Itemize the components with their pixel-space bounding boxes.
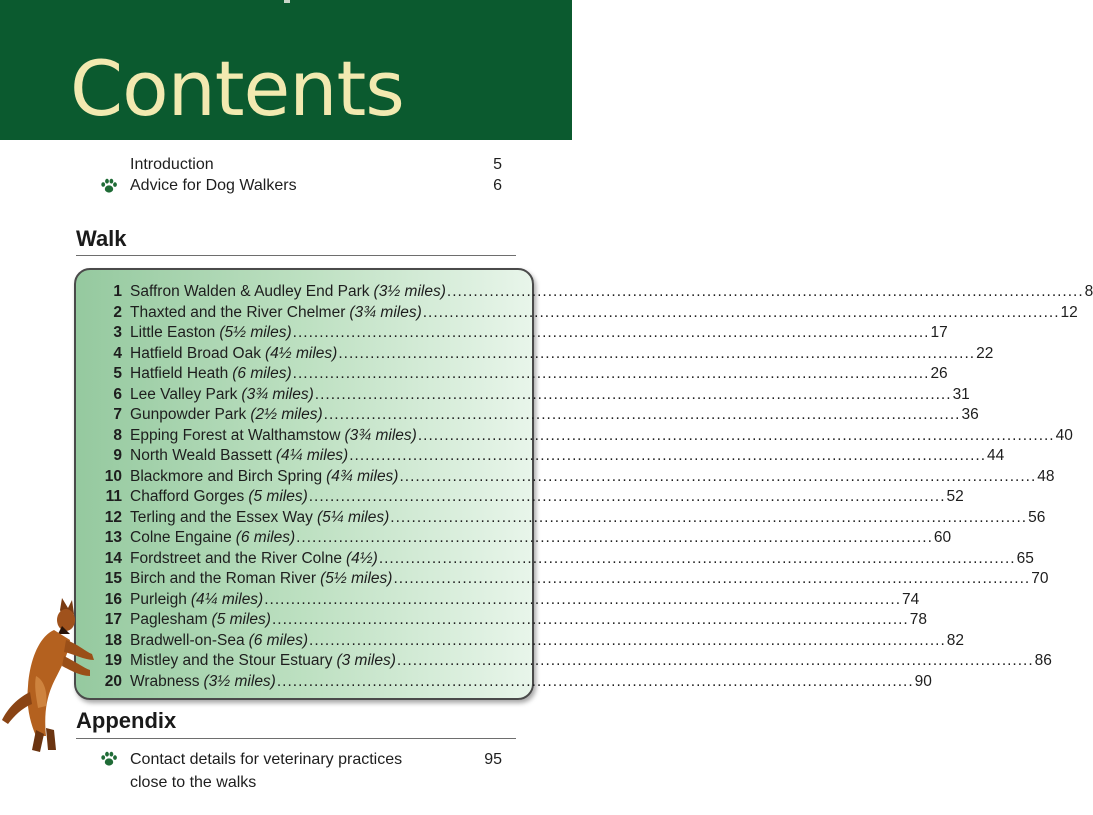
dot-leader: ........................................................................................................................ [378, 549, 1016, 567]
walk-row[interactable] [92, 487, 964, 508]
walk-page-number: 65 [1016, 549, 1034, 567]
walk-page-number: 17 [930, 324, 948, 341]
walk-number: 18 [104, 631, 122, 649]
walk-section-divider [76, 255, 516, 256]
dot-leader: ........................................................................................................................ [417, 426, 1055, 444]
walk-name: Birch and the Roman River [130, 570, 317, 587]
crop-mark [284, 0, 290, 3]
walk-name: Colne Engaine [130, 529, 232, 546]
dot-leader: ........................................................................................................................ [271, 611, 909, 628]
dot-leader: ........................................................................................................................ [338, 344, 976, 362]
walk-page-number: 26 [930, 365, 948, 382]
toc-intro-row[interactable] [100, 154, 510, 176]
walk-number: 17 [104, 611, 122, 628]
paw-print-icon [100, 751, 118, 767]
walk-number: 3 [113, 324, 122, 341]
dot-leader: ........................................................................................................................ [292, 365, 930, 382]
walk-distance: (4¾ miles) [326, 467, 399, 485]
page-title: Contents [70, 44, 404, 133]
walk-number: 20 [104, 672, 122, 690]
walk-number: 10 [104, 467, 122, 485]
dot-leader: ........................................................................................................................ [264, 590, 902, 608]
header-banner [0, 0, 572, 140]
walk-distance: (3½ miles) [373, 283, 446, 300]
walk-name: Bradwell-on-Sea [130, 631, 245, 649]
walk-distance: (3 miles) [336, 652, 396, 669]
walk-number: 16 [104, 590, 122, 608]
walk-distance: (6 miles) [232, 365, 292, 382]
walk-row[interactable] [92, 528, 952, 549]
walk-name: Wrabness [130, 672, 200, 690]
walk-distance: (3¾ miles) [241, 385, 314, 403]
walk-distance: (5 miles) [248, 488, 308, 505]
toc-intro-label: Introduction [130, 156, 214, 173]
dot-leader: ........................................................................................................................ [308, 488, 946, 505]
dog-illustration [0, 596, 100, 756]
dot-leader: ........................................................................................................................ [323, 406, 961, 423]
walk-page-number: 60 [933, 529, 952, 546]
dot-leader: ........................................................................................................................ [309, 631, 946, 649]
walk-row[interactable] [92, 364, 948, 385]
walk-row[interactable] [92, 282, 1093, 303]
walk-number: 9 [113, 447, 122, 464]
walk-page-number: 86 [1034, 652, 1052, 669]
walk-name: Little Easton [130, 324, 216, 341]
walk-name: Epping Forest at Walthamstow [130, 426, 341, 444]
walk-name: Blackmore and Birch Spring [130, 467, 323, 485]
walk-row[interactable] [92, 610, 927, 631]
walk-distance: (6 miles) [235, 529, 296, 546]
walk-name: Fordstreet and the River Colne [130, 549, 342, 567]
walk-name: Lee Valley Park [130, 385, 238, 403]
dot-leader: ........................................................................................................................ [446, 283, 1084, 300]
walk-number: 14 [104, 549, 122, 567]
toc-advice-page: 6 [493, 177, 502, 194]
walk-number: 7 [113, 406, 122, 423]
walk-number: 13 [104, 529, 122, 546]
walk-page-number: 22 [976, 344, 994, 362]
walk-row[interactable] [92, 385, 970, 406]
dot-leader: ........................................................................................................................ [422, 303, 1060, 321]
walk-name: Hatfield Heath [130, 365, 229, 382]
walk-row[interactable] [92, 344, 994, 365]
walk-distance: (5½ miles) [219, 324, 292, 341]
dot-leader: ........................................................................................................................ [276, 672, 914, 690]
walk-row[interactable] [92, 549, 1034, 570]
walk-page-number: 52 [946, 488, 964, 505]
walk-name: Saffron Walden & Audley End Park [130, 283, 370, 300]
toc-appendix-label: Contact details for veterinary practices close to the walks [130, 751, 403, 791]
walk-page-number: 8 [1084, 283, 1093, 300]
walk-row[interactable] [92, 569, 1049, 590]
walk-number: 11 [105, 488, 122, 505]
walk-row[interactable] [92, 426, 1073, 447]
walk-row[interactable] [92, 303, 1078, 324]
walk-distance: (4¼ miles) [275, 447, 349, 464]
walk-page-number: 82 [946, 631, 965, 649]
walk-name: Thaxted and the River Chelmer [130, 303, 346, 321]
walk-distance: (2½ miles) [250, 406, 323, 423]
walk-page-number: 40 [1055, 426, 1073, 444]
walk-distance: (3¾ miles) [349, 303, 422, 321]
dot-leader: ........................................................................................................................ [349, 447, 987, 464]
walk-row[interactable] [92, 323, 948, 344]
walk-number: 8 [113, 426, 122, 444]
walk-distance: (5½ miles) [320, 570, 393, 587]
walk-page-number: 12 [1060, 303, 1078, 321]
walk-page-number: 78 [909, 611, 927, 628]
appendix-section-divider [76, 738, 516, 739]
appendix-section-title: Appendix [76, 708, 177, 733]
dot-leader: ........................................................................................................................ [390, 508, 1028, 526]
walk-section-title: Walk [76, 226, 127, 251]
toc-advice-label: Advice for Dog Walkers [130, 177, 297, 194]
toc-advice-row[interactable] [100, 175, 510, 197]
walk-page-number: 90 [914, 672, 932, 690]
walk-distance: (3¾ miles) [344, 426, 417, 444]
walk-row[interactable] [92, 405, 979, 426]
dot-leader: ........................................................................................................................ [399, 467, 1037, 485]
dot-leader: ........................................................................................................................ [396, 652, 1034, 669]
dot-leader: ........................................................................................................................ [393, 570, 1031, 587]
walk-distance: (4¼ miles) [190, 590, 264, 608]
walk-distance: (5¼ miles) [316, 508, 390, 526]
walk-page-number: 70 [1031, 570, 1049, 587]
walk-distance: (5 miles) [211, 611, 271, 628]
toc-intro-page: 5 [493, 156, 502, 173]
walk-distance: (4½) [345, 549, 378, 567]
walk-distance: (6 miles) [248, 631, 309, 649]
walk-name: Mistley and the Stour Estuary [130, 652, 333, 669]
toc-appendix-page: 95 [484, 751, 502, 768]
walk-name: North Weald Bassett [130, 447, 272, 464]
walk-name: Gunpowder Park [130, 406, 247, 423]
walk-number: 5 [113, 365, 122, 382]
walk-row[interactable] [92, 672, 932, 693]
walk-page-number: 56 [1028, 508, 1046, 526]
walk-number: 4 [113, 344, 122, 362]
walk-number: 19 [104, 652, 122, 669]
walk-row[interactable] [92, 631, 965, 652]
walk-page-number: 74 [902, 590, 920, 608]
walk-number: 15 [104, 570, 122, 587]
dot-leader: ........................................................................................................................ [296, 529, 933, 546]
paw-print-icon [100, 178, 118, 194]
walk-list [92, 282, 1093, 692]
walk-row[interactable] [92, 446, 1005, 467]
walk-page-number: 48 [1037, 467, 1055, 485]
walk-number: 12 [104, 508, 122, 526]
walk-name: Hatfield Broad Oak [130, 344, 261, 362]
walk-name: Purleigh [130, 590, 187, 608]
walk-distance: (3½ miles) [203, 672, 276, 690]
dot-leader: ........................................................................................................................ [314, 385, 952, 403]
walk-number: 6 [113, 385, 122, 403]
walk-name: Paglesham [130, 611, 208, 628]
walk-row[interactable] [92, 467, 1055, 488]
dot-leader: ........................................................................................................................ [292, 324, 930, 341]
walk-page-number: 44 [987, 447, 1005, 464]
walk-name: Chafford Gorges [130, 488, 245, 505]
walk-distance: (4½ miles) [264, 344, 338, 362]
walk-row[interactable] [92, 508, 1046, 529]
walk-number: 1 [113, 283, 122, 300]
walk-name: Terling and the Essex Way [130, 508, 313, 526]
walk-row[interactable] [92, 590, 920, 611]
walk-row[interactable] [92, 651, 1052, 672]
walk-page-number: 36 [961, 406, 979, 423]
walk-number: 2 [113, 303, 122, 321]
walk-page-number: 31 [952, 385, 970, 403]
